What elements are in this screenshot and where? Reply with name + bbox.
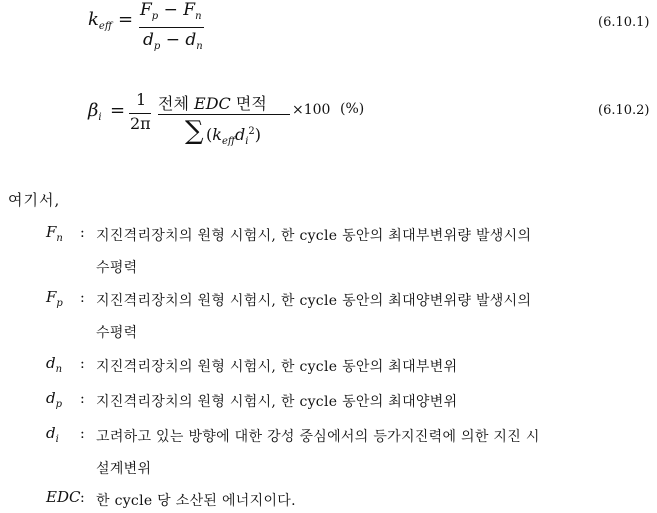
definition-text-line1: 지진격리장치의 원형 시험시, 한 cycle 동안의 최대부변위 — [96, 359, 458, 375]
eq1-fraction-bar — [139, 27, 204, 28]
definition-colon: : — [80, 391, 86, 407]
eq2-numerator: 전체 EDC 면적 — [158, 94, 267, 113]
definition-symbol: $F_n$ — [46, 223, 63, 244]
eq2-frac1-denominator: 2π — [130, 114, 151, 133]
eq2-frac1-numerator: 1 — [136, 90, 147, 109]
eq2-percent: (%) — [340, 101, 365, 117]
eq1-denominator: $d_p - d_n$ — [143, 30, 203, 52]
eq1-lhs: $k_{eff}$ — [88, 9, 112, 32]
eq1-equals: = — [118, 9, 134, 30]
definition-symbol: EDC — [46, 488, 81, 506]
eq2-number: (6.10.2) — [598, 103, 650, 118]
definition-text-line2: 설계변위 — [96, 461, 152, 477]
eq2-denominator: $(k_{eff}d_i^2)$ — [206, 125, 262, 147]
definition-symbol: $F_p$ — [46, 288, 63, 309]
definition-text-line1: 고려하고 있는 방향에 대한 강성 중심에서의 등가지진력에 의한 지진 시 — [96, 429, 540, 445]
eq2-fraction-bar — [158, 114, 290, 115]
definition-colon: : — [80, 356, 86, 372]
eq2-sum-symbol: ∑ — [185, 116, 204, 146]
definition-colon: : — [80, 490, 86, 506]
intro-text: 여기서, — [8, 191, 61, 209]
definition-text-line2: 수평력 — [96, 260, 138, 276]
definition-text-line1: 지진격리장치의 원형 시험시, 한 cycle 동안의 최대양변위량 발생시의 — [96, 293, 532, 309]
definition-symbol: $d_p$ — [46, 389, 63, 410]
definition-text-line1: 한 cycle 당 소산된 에너지이다. — [96, 493, 296, 509]
eq2-lhs: $\beta_i$ — [88, 100, 102, 123]
definition-colon: : — [80, 426, 86, 442]
definition-colon: : — [80, 225, 86, 241]
definition-text-line1: 지진격리장치의 원형 시험시, 한 cycle 동안의 최대부변위량 발생시의 — [96, 228, 532, 244]
eq1-number: (6.10.1) — [598, 15, 650, 30]
eq2-times-100: ×100 — [292, 102, 331, 118]
definition-text-line1: 지진격리장치의 원형 시험시, 한 cycle 동안의 최대양변위 — [96, 394, 458, 410]
definition-symbol: $d_i$ — [46, 424, 59, 445]
eq1-numerator: $F_p - F_n$ — [140, 0, 202, 22]
definition-colon: : — [80, 290, 86, 306]
eq2-equals: = — [110, 100, 126, 121]
definition-text-line2: 수평력 — [96, 325, 138, 341]
definition-symbol: $d_n$ — [46, 354, 63, 375]
